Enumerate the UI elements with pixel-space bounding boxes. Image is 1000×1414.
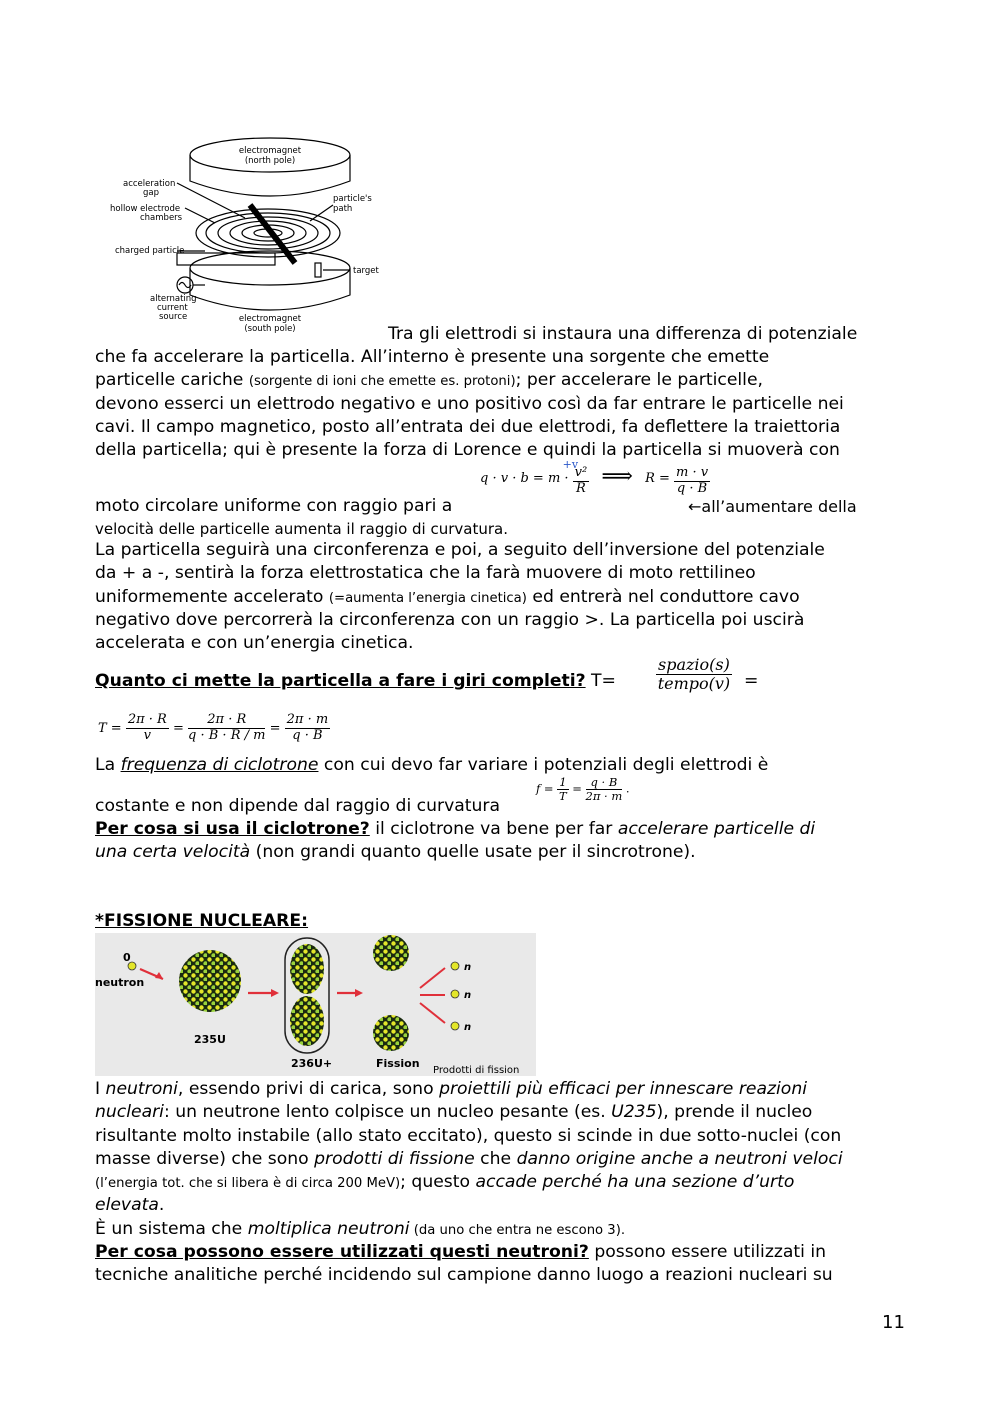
label-n-3: n [464, 1022, 472, 1033]
label-south-1: electromagnet [238, 314, 302, 324]
equation-frequency: f = $\frac{1}{T}$ = $\frac{q \cdot B}{2\pi \cdot m}$ . [536, 775, 630, 804]
handwritten-mark: +v [562, 458, 579, 472]
p4-line8: Per cosa possono essere utilizzati questi neutroni? possono essere utilizzati in [95, 1242, 827, 1262]
question-use: Per cosa si usa il ciclotrone? il ciclotrone va bene per far accelerare particelle di [95, 819, 816, 839]
equation-lorentz: q · v · b = m · v² R +v ⟹ R = $\frac{m \cdot v}{q \cdot B}$ [480, 458, 709, 496]
equals-sign: = [744, 671, 759, 691]
p2-line2: da + a -, sentirà la forza elettrostatica che la farà muovere di moto rettilineo [95, 563, 756, 583]
p1-line6: della particella; qui è presente la forza di Lorence e quindi la particella si muoverà con [95, 440, 840, 460]
p1-line7: moto circolare uniforme con raggio pari a [95, 496, 453, 516]
p1-line1: Tra gli elettrodi si instaura una differenza di potenziale [388, 324, 858, 344]
p3-line2: costante e non dipende dal raggio di curvatura [95, 796, 501, 816]
p2-line4: negativo dove percorrerà la circonferenza con un raggio >. La particella poi uscirà [95, 610, 805, 630]
label-target: target [353, 266, 379, 276]
label-north-2: (north pole) [244, 156, 296, 166]
p4-line2: nucleari: un neutrone lento colpisce un nucleo pesante (es. U235), prende il nucleo [95, 1102, 813, 1122]
label-products: Prodotti di fission [433, 1065, 520, 1076]
label-south-2: (south pole) [244, 324, 296, 334]
p4-line5: (l’energia tot. che si libera è di circa 200 MeV); questo accade perché ha una sezione d’urto [95, 1172, 795, 1192]
label-path-2: path [333, 204, 353, 214]
p4-line9: tecniche analitiche perché incidendo sul campione danno luogo a reazioni nucleari su [95, 1265, 833, 1285]
p4-line1: I neutroni, essendo privi di carica, sono proiettili più efficaci per innescare reazioni [95, 1079, 807, 1099]
label-fission: Fission [376, 1057, 420, 1070]
question-use-line2: una certa velocità (non grandi quanto quelle usate per il sincrotrone). [95, 842, 696, 862]
section-heading-fission: *FISSIONE NUCLEARE: [95, 911, 309, 931]
p1-line7-right: ←all’aumentare della [688, 497, 857, 516]
p1-line2: che fa accelerare la particella. All’interno è presente una sorgente che emette [95, 347, 770, 367]
label-neutron: neutron [95, 976, 145, 989]
equation-period: T = $\frac{2\pi \cdot R}{v}$ = $\frac{2\pi \cdot R}{q \cdot B \cdot R / m}$ = $\frac{2\pi \cdot m}{q \cdot B}$ [98, 712, 329, 743]
p2-line1: La particella seguirà una circonferenza e poi, a seguito dell’inversione del potenziale [95, 540, 825, 560]
page-number: 11 [882, 1312, 905, 1333]
label-source-2: current [157, 303, 188, 313]
p1-line3: particelle cariche (sorgente di ioni che emette es. protoni); per accelerare le particelle, [95, 370, 763, 390]
label-gap-2: gap [143, 188, 159, 198]
label-north-1: electromagnet [238, 146, 302, 156]
label-source-1: alternating [150, 294, 197, 304]
p2-line3: uniformemente accelerato (=aumenta l’energia cinetica) ed entrerà nel conduttore cavo [95, 587, 800, 607]
label-n-2: n [464, 990, 472, 1001]
label-charged: charged particle [115, 246, 185, 256]
p4-line7: È un sistema che moltiplica neutroni (da uno che entra ne escono 3). [95, 1219, 626, 1239]
label-gap-1: acceleration [123, 179, 176, 189]
question-period: Quanto ci mette la particella a fare i giri completi? T= [95, 671, 616, 691]
cyclotron-diagram [105, 133, 390, 338]
p4-line3: risultante molto instabile (allo stato eccitato), questo si scinde in due sotto-nuclei (con [95, 1126, 842, 1146]
p1-line8: velocità delle particelle aumenta il raggio di curvatura. [95, 520, 508, 538]
label-u235: 235U [194, 1033, 226, 1046]
p2-line5: accelerata e con un’energia cinetica. [95, 633, 414, 653]
fission-diagram [95, 933, 536, 1076]
implies-arrow: ⟹ [601, 464, 633, 489]
equation-period-def: $\frac{\text{spazio(s)}}{\text{tempo(v)}}$ [657, 655, 731, 694]
label-chambers-2: chambers [140, 213, 183, 223]
label-zero: 0 [123, 951, 131, 964]
p4-line6: elevata. [95, 1195, 165, 1215]
p1-line4: devono esserci un elettrodo negativo e uno positivo così da far entrare le particelle nei [95, 394, 844, 414]
p3-line1: La frequenza di ciclotrone con cui devo far variare i potenziali degli elettrodi è [95, 755, 769, 775]
label-chambers-1: hollow electrode [110, 204, 181, 214]
label-source-3: source [159, 312, 188, 322]
p1-line5: cavi. Il campo magnetico, posto all’entrata dei due elettrodi, fa deflettere la traiettoria [95, 417, 841, 437]
label-path-1: particle's [333, 194, 372, 204]
p4-line4: masse diverse) che sono prodotti di fissione che danno origine anche a neutroni veloci [95, 1149, 843, 1169]
label-u236: 236U+ [291, 1057, 333, 1070]
label-n-1: n [464, 962, 472, 973]
left-arrow-icon: ← [688, 497, 702, 516]
